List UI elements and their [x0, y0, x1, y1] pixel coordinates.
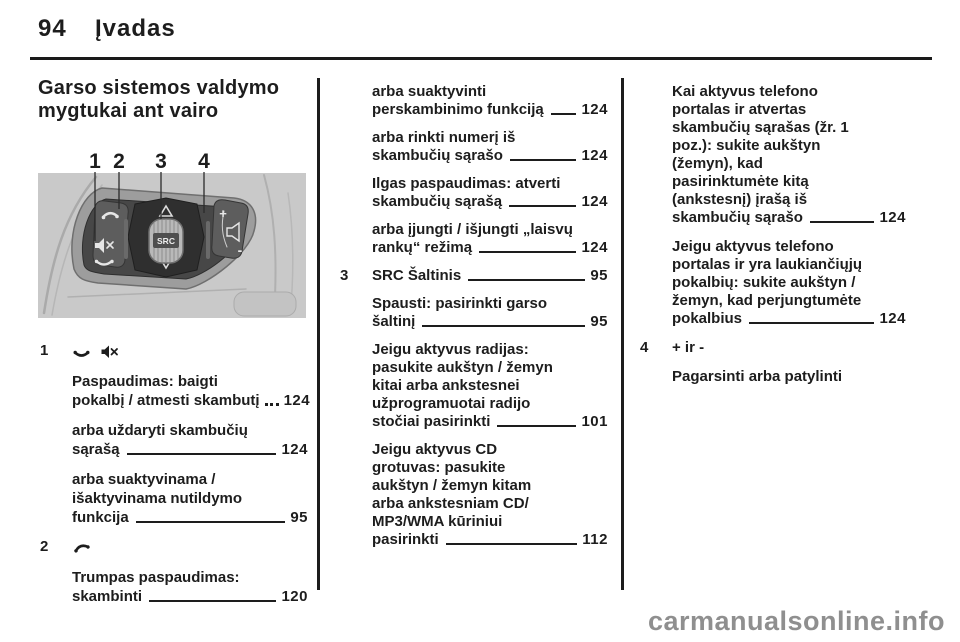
- text: + ir -: [672, 339, 705, 356]
- text-line: [372, 341, 608, 359]
- text-line: [72, 508, 308, 527]
- page-ref: 124: [581, 147, 608, 164]
- list-item-block: [38, 342, 308, 361]
- dot-leader: [497, 425, 576, 427]
- text: Jeigu aktyvus CD: [372, 441, 498, 458]
- toc-entry: [638, 368, 906, 386]
- list-item-block: [338, 267, 608, 285]
- text-line: [672, 339, 906, 357]
- text: pokalbį / atmesti skambutį: [72, 392, 260, 409]
- item-marker: 2: [40, 538, 49, 555]
- dot-leader: [810, 221, 875, 223]
- text: arba suaktyvinama /: [72, 471, 216, 488]
- section-title-line: Garso sistemos valdymo: [38, 77, 280, 99]
- column-2-blocks: [338, 83, 608, 549]
- text: skambučių sąrašą: [372, 193, 503, 210]
- text: skambučių sąrašas (žr. 1: [672, 119, 849, 136]
- figure-callout-3: 3: [155, 151, 167, 173]
- text-line: [372, 313, 608, 331]
- text: Ilgas paspaudimas: atverti: [372, 175, 561, 192]
- text: Kai aktyvus telefono: [672, 83, 818, 100]
- page-ref: 124: [879, 310, 906, 327]
- column-2: [338, 83, 608, 559]
- text-line: [372, 441, 608, 459]
- toc-entry: [38, 421, 308, 459]
- text: pasirinktumėte kitą: [672, 173, 809, 190]
- text: Pagarsinti arba patylinti: [672, 368, 843, 385]
- chapter-title: Įvadas: [95, 15, 176, 42]
- volume-minus-label: -: [237, 242, 243, 258]
- text: kitai arba ankstesnei: [372, 377, 520, 394]
- column-1: [38, 77, 311, 617]
- text-line: [672, 256, 906, 274]
- text: šaltinį: [372, 313, 416, 330]
- page-ref: 112: [582, 531, 608, 548]
- text: išaktyvinama nutildymo: [72, 490, 243, 507]
- text-line: [72, 372, 308, 391]
- text-line: [672, 292, 906, 310]
- text-line: [372, 295, 608, 313]
- watermark: carmanualsonline.info: [647, 606, 945, 636]
- item-marker: 4: [640, 339, 649, 356]
- text-line: [672, 209, 906, 227]
- text: pokalbių: sukite aukštyn /: [672, 274, 856, 291]
- phone-end-icon: [72, 344, 91, 359]
- toc-entry: [338, 295, 608, 331]
- toc-entry: [638, 238, 906, 328]
- text: funkcija: [72, 509, 129, 526]
- text: pokalbius: [672, 310, 743, 327]
- page-ref: 95: [590, 313, 608, 330]
- text-line: [672, 173, 906, 191]
- page-ref: 95: [290, 509, 308, 526]
- toc-entry: [338, 341, 608, 431]
- text-line: [372, 83, 608, 101]
- text-line: [72, 470, 308, 489]
- text-line: [672, 101, 906, 119]
- text: pasirinkti: [372, 531, 439, 548]
- text-line: [372, 377, 608, 395]
- figure-callout-1: 1: [89, 151, 101, 173]
- page-ref: 124: [581, 193, 608, 210]
- header-rule: [30, 57, 932, 60]
- text-line: [672, 83, 906, 101]
- column-1-blocks: [38, 342, 311, 606]
- text: skambučių sąrašo: [672, 209, 803, 226]
- text: SRC Šaltinis: [372, 267, 462, 284]
- text-line: [72, 421, 308, 440]
- text: pasukite aukštyn / žemyn: [372, 359, 553, 376]
- text: aukštyn / žemyn kitam: [372, 477, 532, 494]
- item-marker: 1: [40, 342, 49, 359]
- text: arba rinkti numerį iš: [372, 129, 516, 146]
- text: Trumpas paspaudimas:: [72, 569, 240, 586]
- text-line: [372, 239, 608, 257]
- steering-wheel-figure-art: [38, 151, 306, 318]
- figure-callout-4: 4: [198, 151, 210, 173]
- text: Jeigu aktyvus telefono: [672, 238, 834, 255]
- text-line: [372, 267, 608, 285]
- figure-phone-button: [93, 201, 128, 267]
- column-3-blocks: [638, 83, 906, 386]
- section-title-line: mygtukai ant vairo: [38, 100, 219, 122]
- toc-entry: [338, 83, 608, 119]
- text: (ankstesnį) įrašą iš: [672, 191, 808, 208]
- text-line: [672, 274, 906, 292]
- text-line: [372, 513, 608, 531]
- page-number: 94: [38, 15, 67, 42]
- text-line: [72, 587, 308, 606]
- text: grotuvas: pasukite: [372, 459, 506, 476]
- text: užprogramuotai radijo: [372, 395, 531, 412]
- dot-leader: [422, 325, 585, 327]
- list-item-block: [638, 339, 906, 357]
- column-divider: [317, 78, 320, 590]
- dot-leader: [509, 205, 576, 207]
- dot-leader: [127, 453, 277, 455]
- text: arba įjungti / išjungti „laisvų: [372, 221, 573, 238]
- text: poz.): sukite aukštyn: [672, 137, 821, 154]
- text-line: [72, 440, 308, 459]
- toc-entry: [338, 221, 608, 257]
- text-line: [372, 395, 608, 413]
- dot-leader: [265, 403, 279, 406]
- text-line: [372, 495, 608, 513]
- toc-entry: [338, 441, 608, 549]
- page-ref: 95: [590, 267, 608, 284]
- text-line: [372, 531, 608, 549]
- toc-entry: [638, 83, 906, 227]
- dot-leader: [749, 322, 874, 324]
- text-line: [672, 137, 906, 155]
- figure-callout-2: 2: [113, 151, 125, 173]
- dot-leader: [136, 521, 286, 523]
- text-line: [372, 175, 608, 193]
- dot-leader: [149, 600, 276, 602]
- text-line: [72, 568, 308, 587]
- item-icons: [72, 342, 308, 361]
- text-line: [372, 459, 608, 477]
- text: portalas ir atvertas: [672, 101, 807, 118]
- text-line: [372, 221, 608, 239]
- text-line: [372, 147, 608, 165]
- text: MP3/WMA kūriniui: [372, 513, 503, 530]
- page-ref: 124: [581, 239, 608, 256]
- column-3: [638, 83, 906, 397]
- text-line: [72, 489, 308, 508]
- item-marker: 3: [340, 267, 349, 284]
- text-line: [372, 193, 608, 211]
- text-line: [672, 238, 906, 256]
- text: Spausti: pasirinkti garso: [372, 295, 548, 312]
- dot-leader: [479, 251, 576, 253]
- text-line: [372, 129, 608, 147]
- page-ref: 101: [581, 413, 608, 430]
- text: skambinti: [72, 588, 143, 605]
- text: žemyn, kad perjungtumėte: [672, 292, 862, 309]
- item-icons: [72, 538, 308, 557]
- volume-plus-label: +: [219, 206, 227, 221]
- text: Jeigu aktyvus radijas:: [372, 341, 529, 358]
- text-line: [672, 368, 906, 386]
- text-line: [672, 191, 906, 209]
- toc-entry: [338, 129, 608, 165]
- page-ref: 124: [281, 441, 308, 458]
- text-line: [372, 101, 608, 119]
- text: portalas ir yra laukiančiųjų: [672, 256, 863, 273]
- text: arba ankstesniam CD/: [372, 495, 529, 512]
- text-line: [372, 413, 608, 431]
- text: perskambinimo funkciją: [372, 101, 544, 118]
- text-line: [672, 119, 906, 137]
- dot-leader: [551, 113, 577, 115]
- text: (žemyn), kad: [672, 155, 763, 172]
- page-ref: 120: [281, 588, 308, 605]
- text-line: [372, 359, 608, 377]
- phone-icon: [72, 540, 91, 555]
- text: Paspaudimas: baigti: [72, 373, 218, 390]
- text-line: [72, 391, 311, 410]
- page-ref: 124: [581, 101, 608, 118]
- page-ref: 124: [879, 209, 906, 226]
- section-title: [38, 77, 308, 123]
- toc-entry: [338, 175, 608, 211]
- steering-wheel-controls-figure: [38, 151, 306, 318]
- toc-entry: [38, 372, 311, 410]
- mute-icon: [100, 344, 119, 359]
- dot-leader: [510, 159, 577, 161]
- text: skambučių sąrašo: [372, 147, 503, 164]
- page-ref: 124: [283, 392, 311, 409]
- dot-leader: [446, 543, 578, 545]
- text-line: [372, 477, 608, 495]
- text: sąrašą: [72, 441, 120, 458]
- src-wheel-label: SRC: [157, 236, 175, 246]
- toc-entry: [38, 470, 308, 527]
- column-divider: [621, 78, 624, 590]
- text-line: [672, 155, 906, 173]
- text: rankų“ režimą: [372, 239, 473, 256]
- dot-leader: [468, 279, 585, 281]
- toc-entry: [38, 568, 308, 606]
- list-item-block: [38, 538, 308, 557]
- text-line: [672, 310, 906, 328]
- text: arba uždaryti skambučių: [72, 422, 248, 439]
- text: stočiai pasirinkti: [372, 413, 491, 430]
- text: arba suaktyvinti: [372, 83, 487, 100]
